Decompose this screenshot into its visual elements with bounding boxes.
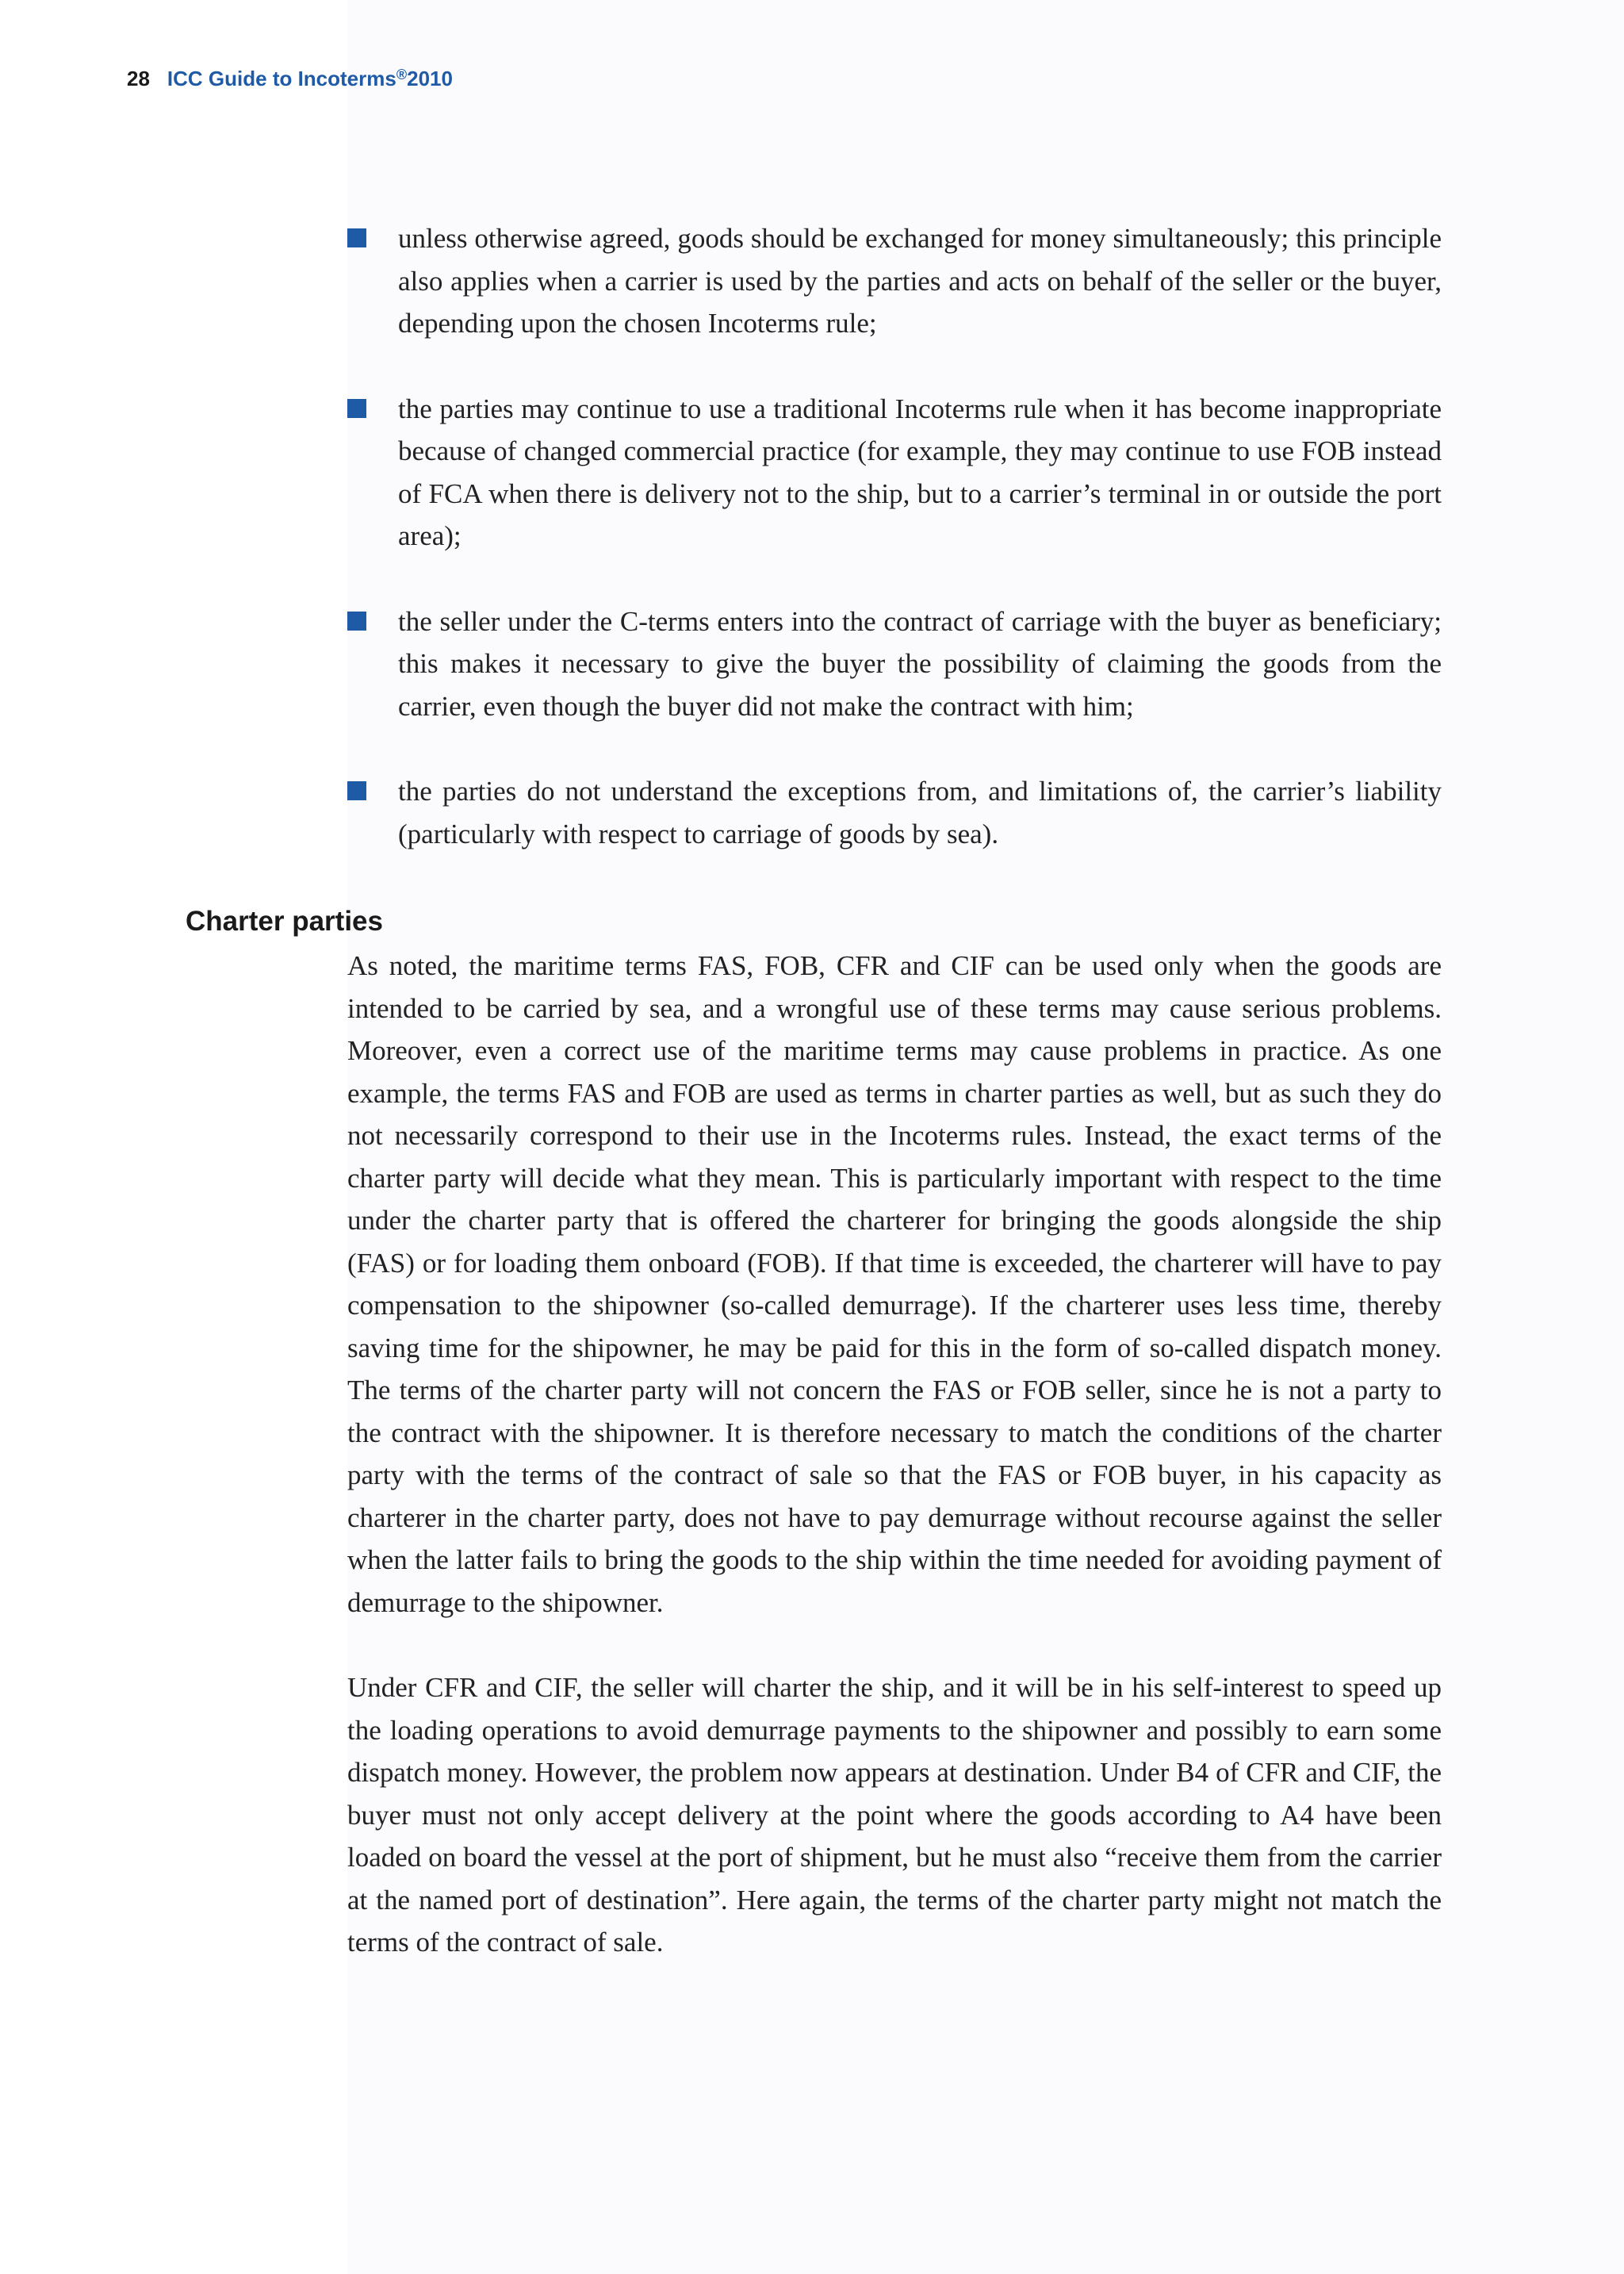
running-header bbox=[127, 59, 453, 94]
page-number: 28 bbox=[127, 67, 150, 90]
square-bullet-icon bbox=[347, 612, 366, 631]
bullet-list bbox=[347, 217, 1442, 855]
list-item bbox=[347, 388, 1442, 558]
registered-mark: ® bbox=[396, 67, 408, 82]
book-title bbox=[167, 67, 453, 90]
book-title-year: 2010 bbox=[407, 67, 453, 90]
list-item-text: the parties do not understand the exceptions from, and limitations of, the carrier’s liability (particularly with respect to carriage of goods by sea). bbox=[398, 776, 1442, 849]
list-item-text: the parties may continue to use a traditional Incoterms rule when it has become inappropriate because of changed commercial practice (for example, they may continue to use FOB instead of FCA when there is delivery not to the ship, but to a carrier’s terminal in or outside the port area); bbox=[398, 393, 1442, 551]
square-bullet-icon bbox=[347, 228, 366, 247]
square-bullet-icon bbox=[347, 399, 366, 418]
list-item bbox=[347, 600, 1442, 728]
list-item-text: the seller under the C-terms enters into the contract of carriage with the buyer as beneficiary; this makes it necessary to give the buyer the possibility of claiming the goods from the carrier, even though the buyer did not make the contract with him; bbox=[398, 605, 1442, 722]
paragraph: Under CFR and CIF, the seller will charter the ship, and it will be in his self-interest to speed up the loading operations to avoid demurrage payments to the shipowner and possibly to earn some dispatch money. However, the problem now appears at destination. Under B4 of CFR and CIF, the buyer must not only accept delivery at the point where the goods according to A4 have been loaded on board the vessel at the port of shipment, but he must also “receive them from the carrier at the named port of destination”. Here again, the terms of the charter party might not match the terms of the contract of sale. bbox=[347, 1672, 1442, 1958]
section-heading: Charter parties bbox=[186, 906, 383, 937]
book-title-text: ICC Guide to Incoterms bbox=[167, 67, 396, 90]
section-body bbox=[347, 945, 1442, 1964]
list-item bbox=[347, 217, 1442, 345]
paragraph: As noted, the maritime terms FAS, FOB, CFR and CIF can be used only when the goods are intended to be carried by sea, and a wrongful use of these terms may cause serious problems. Moreover, even a correct use of the maritime terms may cause problems in practice. As one example, the terms FAS and FOB are used as terms in charter parties as well, but as such they do not necessarily correspond to their use in the Incoterms rules. Instead, the exact terms of the charter party will decide what they mean. This is particularly important with respect to the time under the charter party that is offered the charterer for bringing the goods alongside the ship (FAS) or for loading them onboard (FOB). If that time is exceeded, the charterer will have to pay compensation to the shipowner (so-called demurrage). If the charterer uses less time, thereby saving time for the shipowner, he may be paid for this in the form of so-called dispatch money. The terms of the charter party will not concern the FAS or FOB seller, since he is not a party to the contract with the shipowner. It is therefore necessary to match the conditions of the charter party with the terms of the contract of sale so that the FAS or FOB buyer, in his capacity as charterer in the charter party, does not have to pay demurrage without recourse against the seller when the latter fails to bring the goods to the ship within the time needed for avoiding payment of demurrage to the shipowner. bbox=[347, 950, 1442, 1618]
list-item-text: unless otherwise agreed, goods should be exchanged for money simultaneously; this principle also applies when a carrier is used by the parties and acts on behalf of the seller or the buyer, depending upon the chosen Incoterms rule; bbox=[398, 223, 1442, 339]
list-item bbox=[347, 770, 1442, 855]
square-bullet-icon bbox=[347, 781, 366, 800]
